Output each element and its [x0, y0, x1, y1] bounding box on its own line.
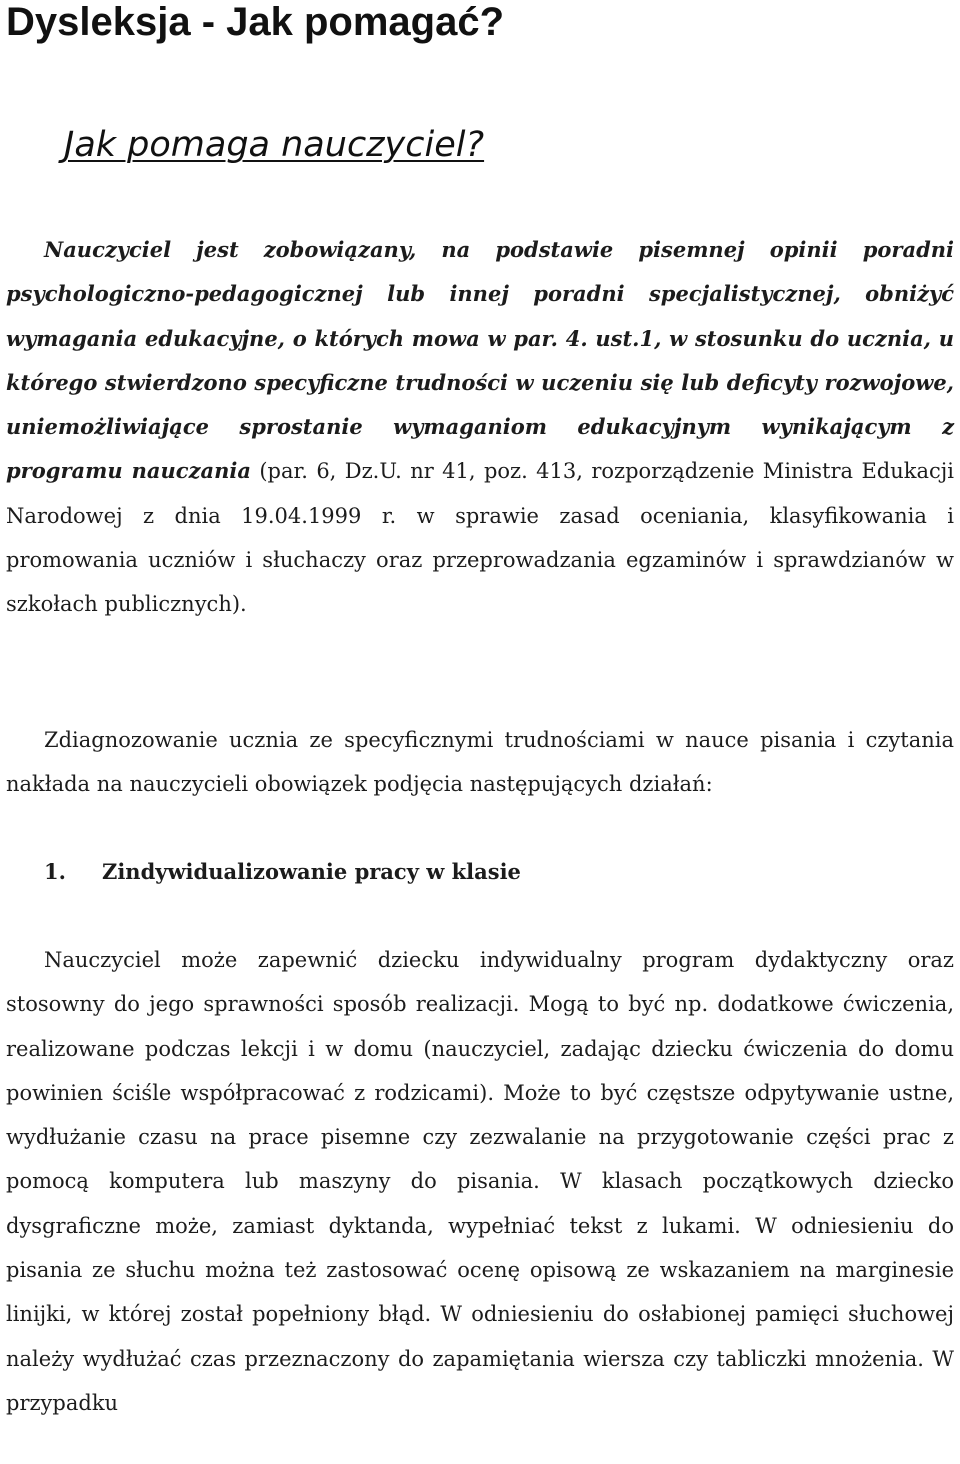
paragraph-legal-basis-emphasis: Nauczyciel jest zobowiązany, na podstawie pisemnej opinii poradni psychologiczno-pedagogicznej lub innej poradni specjalistycznej, obniżyć wymagania edukacyjne, o których mowa w par. 4. ust.1, w stosunku do ucznia, u którego stwierdzono specyficzne trudności w uczeniu się lub deficyty rozwojowe, uniemożliwiające sprostanie wymaganiom edukacyjnym wynikającym z programu nauczania [6, 237, 954, 484]
section-title: Jak pomaga nauczyciel? [64, 125, 485, 165]
list-item-title: Zindywidualizowanie pracy w klasie [102, 859, 521, 884]
list-item-number: 1. [44, 859, 66, 884]
paragraph-legal-basis [6, 228, 954, 627]
paragraph-legal-basis-citation: (par. 6, Dz.U. nr 41, poz. 413, rozporządzenie Ministra Edukacji Narodowej z dnia 19.04.1999 r. w sprawie zasad oceniania, klasyfikowania i promowania uczniów i słuchaczy oraz przeprowadzania egzaminów i sprawdzianów w szkołach publicznych). [6, 459, 954, 617]
paragraph-individualization: Nauczyciel może zapewnić dziecku indywidualny program dydaktyczny oraz stosowny do jego sprawności sposób realizacji. Mogą to być np. dodatkowe ćwiczenia, realizowane podczas lekcji i w domu (nauczyciel, zadając dziecku ćwiczenia do domu powinien ściśle współpracować z rodzicami). Może to być częstsze odpytywanie ustne, wydłużanie czasu na prace pisemne czy zezwalanie na przygotowanie części prac z pomocą komputera lub maszyny do pisania. W klasach początkowych dziecko dysgraficzne może, zamiast dyktanda, wypełniać tekst z lukami. W odniesieniu do pisania ze słuchu można też zastosować ocenę opisową ze wskazaniem na marginesie linijki, w której został popełniony błąd. W odniesieniu do osłabionej pamięci słuchowej należy wydłużać czas przeznaczony do zapamiętania wiersza czy tabliczki mnożenia. W przypadku [6, 948, 954, 1415]
paragraph-diagnosis: Zdiagnozowanie ucznia ze specyficznymi trudnościami w nauce pisania i czytania nakłada na nauczycieli obowiązek podjęcia następujących działań: [6, 728, 954, 797]
list-item-heading [44, 850, 521, 894]
document-title: Dysleksja - Jak pomagać? [6, 0, 505, 44]
